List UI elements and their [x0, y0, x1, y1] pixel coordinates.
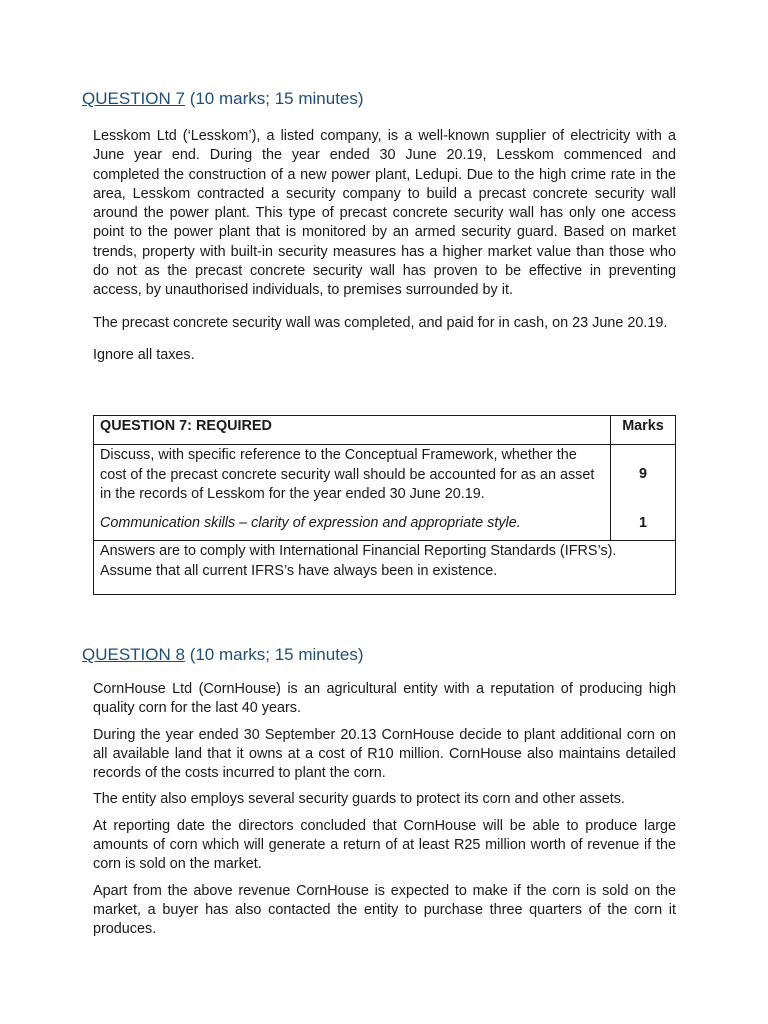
required-item-2: Communication skills – clarity of expression and appropriate style.	[94, 504, 611, 541]
question-8-scenario	[93, 680, 676, 940]
q7-paragraph-2: The precast concrete security wall was completed, and paid for in cash, on 23 June 20.19.	[93, 314, 668, 331]
question-7-heading	[82, 89, 364, 109]
required-item-1-marks: 9	[611, 445, 676, 504]
question-7-scenario	[93, 127, 676, 365]
q8-paragraph-4: At reporting date the directors concluded that CornHouse will be able to produce large amounts of corn which will generate a return of at least R25 million worth of revenue if the corn is sold on the market.	[93, 817, 676, 873]
q8-paragraph-1: CornHouse Ltd (CornHouse) is an agricultural entity with a reputation of producing high quality corn for the last 40 years.	[93, 681, 676, 717]
required-item-1: Discuss, with specific reference to the Conceptual Framework, whether the cost of the precast concrete security wall should be accounted for as an asset in the records of Lesskom for the year ended 30 June 20.19.	[94, 445, 611, 504]
question-8-label: QUESTION 8	[82, 645, 185, 664]
q8-paragraph-5: Apart from the above revenue CornHouse is expected to make if the corn is sold on the market, a buyer has also contacted the entity to purchase three quarters of the corn it produces.	[93, 882, 676, 938]
q7-paragraph-3: Ignore all taxes.	[93, 346, 195, 363]
marks-header: Marks	[611, 416, 676, 445]
q7-paragraph-1: Lesskom Ltd (‘Lesskom’), a listed company, is a well-known supplier of electricity with a June year end. During the year ended 30 June 20.19, Lesskom commenced and completed the construction of a new power plant, Ledupi. Due to the high crime rate in the area, Lesskom contracted a security company to build a precast concrete security wall around the power plant. This type of precast concrete security wall has only one access point to the power plant that is monitored by an armed security guard. Based on market trends, property with built-in security measures has a higher market value than those who do not as the precast concrete security wall has proven to be effective in preventing access, by unauthorised individuals, to premises surrounded by it.	[93, 128, 676, 299]
question-7-label: QUESTION 7	[82, 89, 185, 108]
q8-paragraph-2: During the year ended 30 September 20.13 CornHouse decide to plant additional corn on all available land that it owns at a cost of R10 million. CornHouse also maintains detailed records of the costs incurred to plant the corn.	[93, 726, 676, 782]
required-item-2-marks: 1	[611, 504, 676, 541]
question-7-required-table	[93, 415, 676, 595]
q8-paragraph-3: The entity also employs several security guards to protect its corn and other assets.	[93, 791, 625, 808]
question-8-meta: (10 marks; 15 minutes)	[184, 645, 364, 664]
required-header: QUESTION 7: REQUIRED	[94, 416, 611, 445]
question-7-meta: (10 marks; 15 minutes)	[184, 89, 364, 108]
question-8-heading	[82, 645, 364, 665]
required-footnote: Answers are to comply with International Financial Reporting Standards (IFRS’s). Assume that all current IFRS’s have always been in existence.	[94, 541, 676, 595]
